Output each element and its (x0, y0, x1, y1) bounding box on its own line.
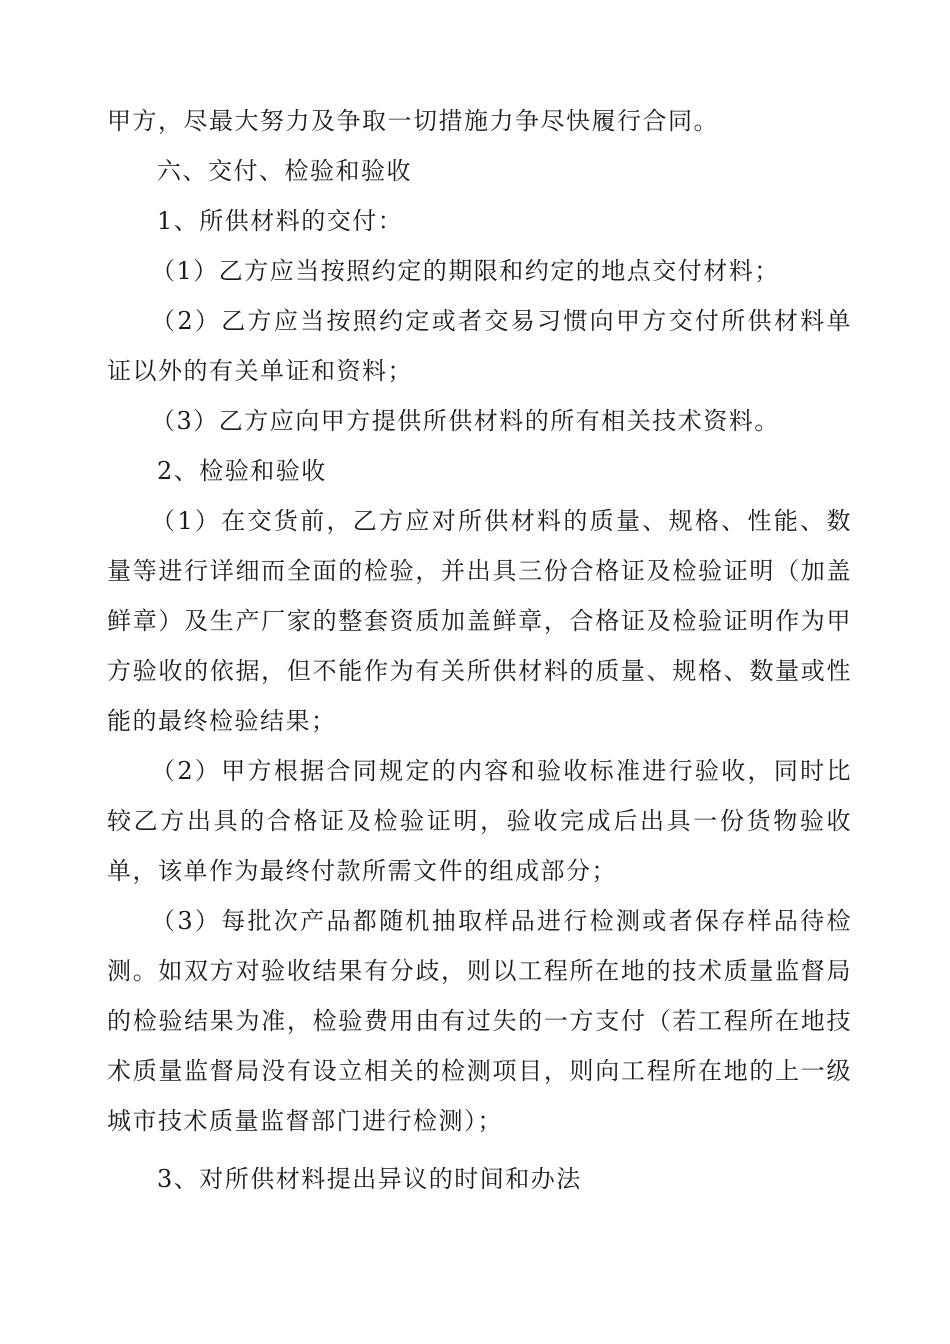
document-body (107, 96, 852, 1204)
paragraph-spacer (107, 1146, 852, 1154)
paragraph-item-1-3: （3）乙方应向甲方提供所供材料的所有相关技术资料。 (151, 407, 780, 435)
paragraph-continuation: 甲方，尽最大努力及争取一切措施力争尽快履行合同。 (107, 107, 719, 135)
paragraph-item-2-3: （3）每批次产品都随机抽取样品进行检测或者保存样品待检测。如双方对验收结果有分歧，则以工程所在地的技术质量监督局的检验结果为准，检验费用由有过失的一方支付（若工程所在地技术质量监督局没有设立相关的检测项目，则向工程所在地的上一级城市技术质量监督部门进行检测）； (107, 907, 852, 1135)
paragraph-item-2-1: （1）在交货前，乙方应对所供材料的质量、规格、性能、数量等进行详细而全面的检验，并出具三份合格证及检验证明（加盖鲜章）及生产厂家的整套资质加盖鲜章，合格证及检验证明作为甲方验收的依据，但不能作为有关所供材料的质量、规格、数量或性能的最终检验结果； (107, 507, 852, 735)
paragraph-item-1-2: （2）乙方应当按照约定或者交易习惯向甲方交付所供材料单证以外的有关单证和资料； (107, 307, 852, 385)
subsection-heading-inspection: 2、检验和验收 (157, 457, 327, 485)
section-heading-delivery-inspection: 六、交付、检验和验收 (157, 157, 412, 185)
paragraph-item-1-1: （1）乙方应当按照约定的期限和约定的地点交付材料； (151, 257, 780, 285)
subsection-heading-objection: 3、对所供材料提出异议的时间和办法 (157, 1165, 582, 1193)
subsection-heading-delivery: 1、所供材料的交付： (157, 207, 404, 235)
paragraph-item-2-2: （2）甲方根据合同规定的内容和验收标准进行验收，同时比较乙方出具的合格证及检验证明，验收完成后出具一份货物验收单，该单作为最终付款所需文件的组成部分； (107, 757, 852, 885)
